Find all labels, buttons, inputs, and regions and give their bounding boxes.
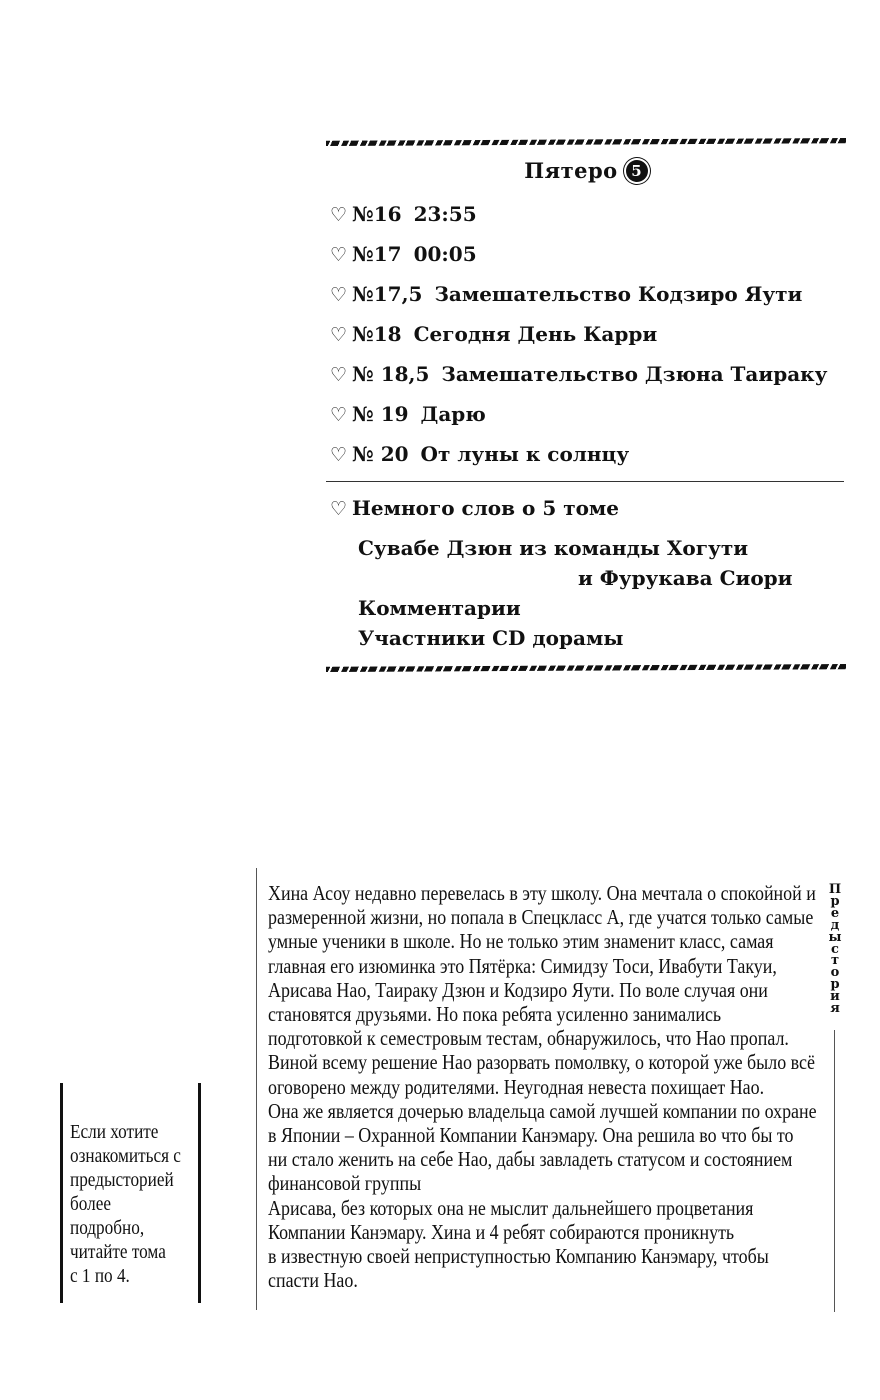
chapter-number: № 18,5 xyxy=(352,362,430,386)
contents-title xyxy=(326,158,846,183)
label-letter: я xyxy=(830,1001,840,1017)
decorative-divider-top xyxy=(326,138,846,146)
backstory-line: оговорено между родителями. Неугодная невеста похищает Нао. xyxy=(268,1074,765,1099)
chapter-title: Замешательство Кодзиро Яути xyxy=(434,282,803,306)
chapter-item xyxy=(330,400,827,440)
backstory-line: главная его изюминка это Пятёрка: Симидзу Тоси, Ивабути Такуи, xyxy=(268,953,777,978)
backstory-line: Компании Канэмару. Хина и 4 ребят собираются проникнуть xyxy=(268,1219,735,1244)
backstory-vertical-label xyxy=(827,884,843,1015)
heart-outline-icon: ♡ xyxy=(330,364,348,386)
chapter-number: № 20 xyxy=(352,442,409,466)
backstory-line: финансовой группы xyxy=(268,1171,422,1196)
backstory-line: Она же является дочерью владельца самой лучшей компании по охране xyxy=(268,1098,817,1123)
chapter-number: №18 xyxy=(352,322,402,346)
chapter-number: № 19 xyxy=(352,402,409,426)
side-note-text: Если хотите ознакомиться с предысторией более подробно, читайте тома с 1 по 4. xyxy=(70,1121,181,1287)
side-note-box xyxy=(60,1083,201,1303)
label-letter: т xyxy=(830,953,840,969)
decorative-divider-bottom xyxy=(326,664,846,672)
label-letter: р xyxy=(830,977,840,993)
chapter-item xyxy=(330,280,827,320)
label-letter: и xyxy=(830,989,840,1005)
backstory-line: Хина Асоу недавно перевелась в эту школу. Она мечтала о спокойной и xyxy=(268,881,816,905)
backstory-line: подготовкой к семестровым тестам, обнаружилось, что Нао пропал. xyxy=(268,1026,789,1051)
label-letter: с xyxy=(831,941,839,957)
heart-outline-icon: ♡ xyxy=(330,204,348,226)
backstory-right-rule xyxy=(834,1030,835,1312)
chapter-title: Сегодня День Карри xyxy=(413,322,658,346)
table-of-contents xyxy=(326,132,846,677)
backstory-line: становятся друзьями. Но пока ребята усиленно занимались xyxy=(268,1002,722,1027)
volume-number-badge: 5 xyxy=(626,160,648,182)
extras-heading xyxy=(330,494,619,523)
heart-outline-icon: ♡ xyxy=(330,498,348,520)
backstory-line: Арисава, без которых она не мыслит дальнейшего процветания xyxy=(268,1195,754,1220)
label-letter: П xyxy=(828,882,842,897)
backstory-left-rule xyxy=(256,868,257,1310)
label-letter: р xyxy=(830,893,840,909)
label-letter: о xyxy=(830,965,840,981)
backstory-line: умные ученики в школе. Но не только этим знаменит класс, самая xyxy=(268,929,774,954)
backstory-text xyxy=(268,881,815,1292)
series-title: Пятеро xyxy=(524,158,618,183)
chapter-item xyxy=(330,360,827,400)
backstory-line: ни стало женить на себе Нао, дабы завладеть статусом и состоянием xyxy=(268,1147,793,1172)
extras-item: Участники CD дорамы xyxy=(358,626,624,650)
heart-outline-icon: ♡ xyxy=(330,444,348,466)
heart-outline-icon: ♡ xyxy=(330,284,348,306)
backstory-line: размеренной жизни, но попала в Спецкласс А, где учатся только самые xyxy=(268,905,814,930)
chapter-list xyxy=(330,200,827,480)
label-letter: ы xyxy=(828,929,842,945)
chapter-number: №17,5 xyxy=(352,282,423,306)
chapter-title: От луны к солнцу xyxy=(420,442,630,466)
label-letter: д xyxy=(830,917,840,933)
backstory-line: в Японии – Охранной Компании Канэмару. Она решила во что бы то xyxy=(268,1123,794,1148)
chapter-item xyxy=(330,200,827,240)
label-letter: е xyxy=(830,905,840,921)
backstory-line: в известную своей неприступностью Компанию Канэмару, чтобы xyxy=(268,1244,769,1269)
contents-divider xyxy=(326,481,844,482)
chapter-title: Дарю xyxy=(420,402,486,426)
chapter-title: Замешательство Дзюна Таираку xyxy=(441,362,828,386)
heart-outline-icon: ♡ xyxy=(330,244,348,266)
extras-item: Комментарии xyxy=(358,596,521,620)
backstory-line: Виной всему решение Нао разорвать помолвку, о которой уже было всё xyxy=(268,1050,815,1075)
extras-heading-text: Немного слов о 5 томе xyxy=(352,496,620,520)
chapter-item xyxy=(330,240,827,280)
chapter-item xyxy=(330,320,827,360)
backstory-line: Арисава Нао, Таираку Дзюн и Кодзиро Яути. По воле случая они xyxy=(268,977,768,1002)
heart-outline-icon: ♡ xyxy=(330,324,348,346)
chapter-number: №17 xyxy=(352,242,402,266)
extras-item: и Фурукава Сиори xyxy=(578,566,793,590)
chapter-title: 23:55 xyxy=(413,202,477,226)
chapter-number: №16 xyxy=(352,202,402,226)
extras-item: Сувабе Дзюн из команды Хогути xyxy=(358,536,749,560)
heart-outline-icon: ♡ xyxy=(330,404,348,426)
backstory-line: спасти Нао. xyxy=(268,1268,358,1293)
chapter-item xyxy=(330,440,827,480)
chapter-title: 00:05 xyxy=(413,242,477,266)
